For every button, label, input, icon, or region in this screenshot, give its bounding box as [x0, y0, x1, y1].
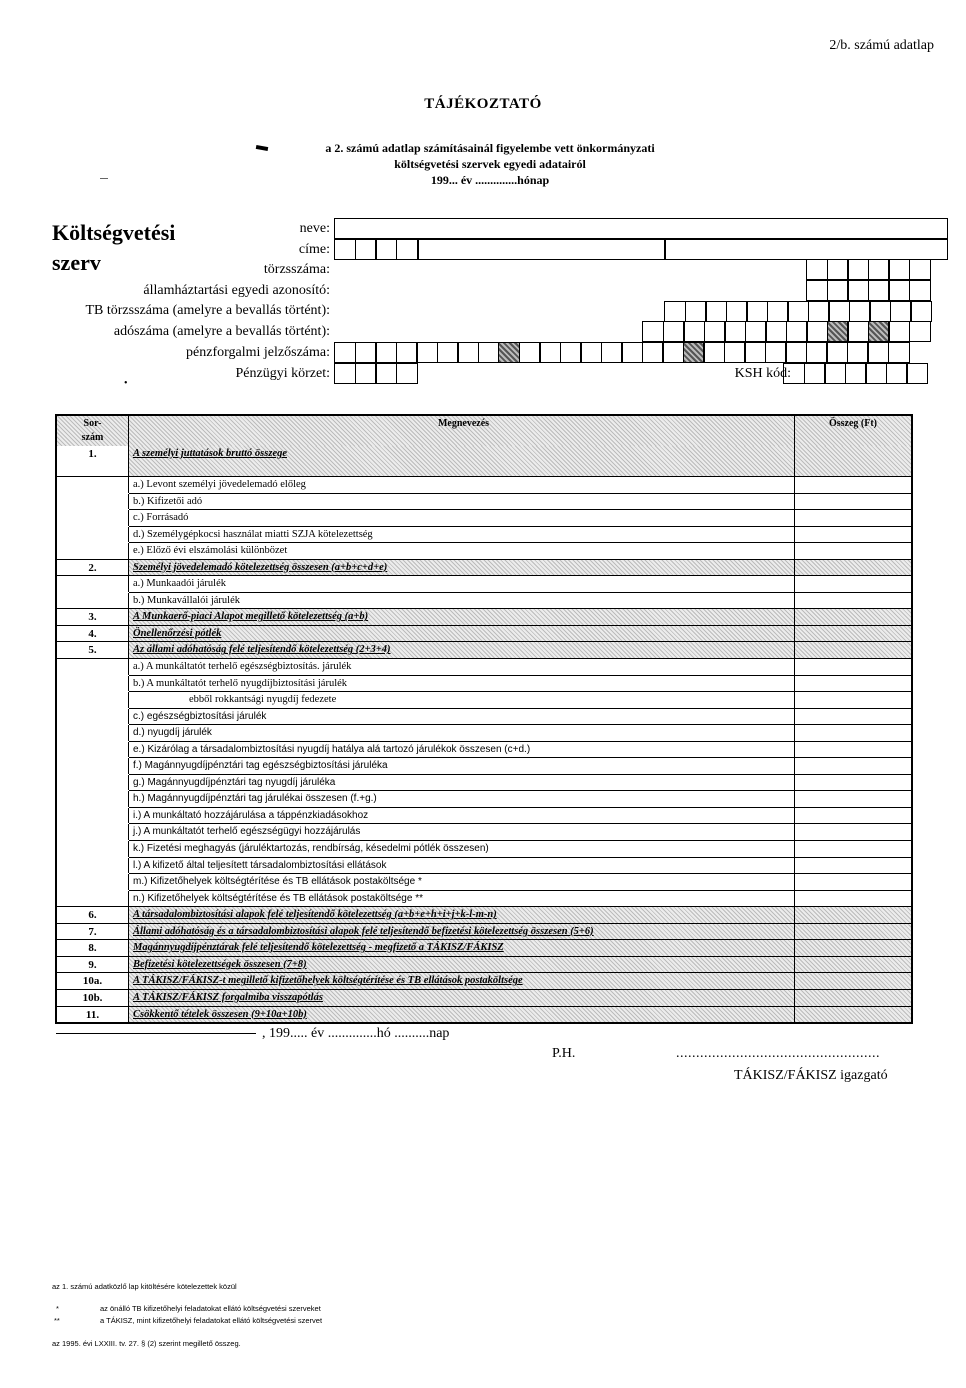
name-field[interactable]	[334, 218, 948, 239]
row-number	[57, 676, 129, 692]
row-number	[57, 477, 129, 493]
stamp-label: P.H.	[552, 1046, 576, 1061]
row-amount[interactable]	[795, 593, 911, 609]
row-amount[interactable]	[795, 510, 911, 526]
table-row	[57, 559, 911, 576]
dot-mark: •	[124, 378, 128, 389]
row-amount[interactable]	[795, 907, 911, 923]
tax-number-label: adószáma (amelyre a bevallás történt):	[113, 324, 330, 339]
table-row	[57, 989, 911, 1006]
tb-registry-label: TB törzsszáma (amelyre a bevallás történt):	[85, 303, 330, 318]
table-row	[57, 608, 911, 625]
place-blank[interactable]	[56, 1033, 256, 1034]
row-amount[interactable]	[795, 808, 911, 824]
row-number	[57, 824, 129, 840]
row-number: 6.	[57, 907, 129, 923]
row-amount[interactable]	[795, 477, 911, 493]
row-number	[57, 527, 129, 543]
table-row	[57, 774, 911, 791]
bank-account-label: pénzforgalmi jelzőszáma:	[186, 345, 330, 360]
row-label: a.) A munkáltatót terhelő egészségbiztosítás. járulék	[129, 659, 795, 675]
row-number: 8.	[57, 940, 129, 956]
subtitle-line-3: 199... év ..............hónap	[430, 173, 550, 187]
row-number	[57, 659, 129, 675]
row-label: b.) Kifizetői adó	[129, 494, 795, 510]
table-row	[57, 708, 911, 725]
page-subtitle	[270, 140, 710, 188]
footnote-1: az 1. számú adatközlő lap kitöltésére kötelezettek közül	[52, 1282, 237, 1291]
row-label: m.) Kifizetőhelyek költségtérítése és TB ellátások postaköltsége *	[129, 874, 795, 890]
row-number	[57, 494, 129, 510]
org-heading-line-1: Költségvetési	[52, 220, 176, 245]
row-amount[interactable]	[795, 725, 911, 741]
col-header-amount: Összeg (Ft)	[795, 416, 911, 446]
table-row	[57, 509, 911, 526]
date-text: , 199..... év ..............hó ..........nap	[262, 1026, 450, 1041]
row-amount[interactable]	[795, 692, 911, 708]
row-label: Befizetési kötelezettségek összesen (7+8)	[129, 957, 795, 973]
row-label: b.) A munkáltatót terhelő nyugdíjbiztosítási járulék	[129, 676, 795, 692]
row-label: A TÁKISZ/FÁKISZ-t megillető kifizetőhelyek költségtérítése és TB ellátások postaköltsége	[129, 973, 795, 989]
row-amount[interactable]	[795, 676, 911, 692]
row-label: Csökkentő tételek összesen (9+10a+10b)	[129, 1007, 795, 1023]
table-row	[57, 972, 911, 989]
row-label: Az állami adóhatóság felé teljesítendő kötelezettség (2+3+4)	[129, 642, 795, 658]
table-row	[57, 956, 911, 973]
row-number	[57, 891, 129, 907]
row-number	[57, 808, 129, 824]
table-row	[57, 724, 911, 741]
row-number	[57, 576, 129, 592]
bank-account-cells[interactable]	[334, 342, 910, 363]
row-amount[interactable]	[795, 560, 911, 576]
row-label: j.) A munkáltatót terhelő egészségügyi hozzájárulás	[129, 824, 795, 840]
row-amount[interactable]	[795, 626, 911, 642]
table-row	[57, 625, 911, 642]
registry-label: törzsszáma:	[263, 262, 330, 277]
row-number	[57, 791, 129, 807]
table-header	[57, 416, 911, 446]
row-number: 9.	[57, 957, 129, 973]
footnote-2-mark: *	[56, 1304, 59, 1313]
table-row	[57, 823, 911, 840]
row-label: a.) Levont személyi jövedelemadó előleg	[129, 477, 795, 493]
table-row	[57, 1006, 911, 1023]
bullet-mark	[256, 145, 269, 151]
org-heading	[52, 218, 175, 278]
row-amount[interactable]	[795, 841, 911, 857]
footnote-3: a TÁKISZ, mint kifizetőhelyi feladatokat ellátó költségvetési szervet	[100, 1316, 323, 1325]
row-label: f.) Magánnyugdíjpénztári tag egészségbiztosítási járuléka	[129, 758, 795, 774]
row-number	[57, 775, 129, 791]
col-header-name: Megnevezés	[129, 416, 795, 446]
row-label: A személyi juttatások bruttó összege	[129, 446, 795, 476]
row-label: c.) egészségbiztosítási járulék	[129, 709, 795, 725]
row-amount[interactable]	[795, 858, 911, 874]
subtitle-line-2: költségvetési szervek egyedi adatairól	[394, 157, 586, 171]
row-number: 2.	[57, 560, 129, 576]
row-amount[interactable]	[795, 494, 911, 510]
table-row	[57, 790, 911, 807]
registry-cells[interactable]	[806, 259, 931, 280]
row-number	[57, 742, 129, 758]
row-amount[interactable]	[795, 891, 911, 907]
row-amount[interactable]	[795, 874, 911, 890]
row-amount[interactable]	[795, 659, 911, 675]
col-header-number: Sor- szám	[57, 416, 129, 446]
row-label: e.) Előző évi elszámolási különbözet	[129, 543, 795, 559]
tax-number-cells[interactable]	[642, 321, 931, 342]
footnote-3-mark: **	[54, 1316, 60, 1325]
row-number: 7.	[57, 924, 129, 940]
table-row	[57, 890, 911, 907]
row-label: e.) Kizárólag a társadalombiztosítási nyugdíj hatálya alá tartozó járulékok összesen (c+d.)	[129, 742, 795, 758]
subtitle-line-1: a 2. számú adatlap számításainál figyelembe vett önkormányzati	[325, 141, 655, 155]
address-label: címe:	[298, 242, 330, 257]
row-number: 4.	[57, 626, 129, 642]
table-row	[57, 542, 911, 559]
district-label: Pénzügyi körzet:	[235, 366, 330, 381]
row-label: Önellenőrzési pótlék	[129, 626, 795, 642]
row-label: b.) Munkavállalói járulék	[129, 593, 795, 609]
row-number	[57, 874, 129, 890]
row-label: g.) Magánnyugdíjpénztári tag nyugdíj járuléka	[129, 775, 795, 791]
ksh-label: KSH kód:	[734, 366, 791, 381]
row-amount[interactable]	[795, 742, 911, 758]
row-number	[57, 758, 129, 774]
row-number	[57, 709, 129, 725]
aht-id-cells[interactable]	[806, 280, 931, 301]
table-row	[57, 807, 911, 824]
row-label: Magánnyugdíjpénztárak felé teljesítendő kötelezettség - megfizető a TÁKISZ/FÁKISZ	[129, 940, 795, 956]
row-amount[interactable]	[795, 824, 911, 840]
row-label: d.) nyugdíj járulék	[129, 725, 795, 741]
address-postcode-cells[interactable]	[334, 239, 418, 260]
row-amount[interactable]	[795, 1007, 911, 1023]
row-label: l.) A kifizető által teljesített társadalombiztosítási ellátások	[129, 858, 795, 874]
row-amount[interactable]	[795, 527, 911, 543]
table-row	[57, 939, 911, 956]
table-row	[57, 923, 911, 940]
row-number	[57, 841, 129, 857]
table-row	[57, 857, 911, 874]
row-amount[interactable]	[795, 446, 911, 476]
address-city-field[interactable]	[418, 239, 666, 260]
table-row	[57, 757, 911, 774]
row-amount[interactable]	[795, 775, 911, 791]
row-number	[57, 543, 129, 559]
footnote-4: az 1995. évi LXXIII. tv. 27. § (2) szerint megillető összeg.	[52, 1339, 241, 1348]
page-title: TÁJÉKOZTATÓ	[424, 96, 542, 112]
row-amount[interactable]	[795, 543, 911, 559]
row-label: Személyi jövedelemadó kötelezettség összesen (a+b+c+d+e)	[129, 560, 795, 576]
row-number	[57, 593, 129, 609]
row-number: 3.	[57, 609, 129, 625]
row-number: 10a.	[57, 973, 129, 989]
table-row	[57, 691, 911, 708]
row-amount[interactable]	[795, 609, 911, 625]
table-row	[57, 658, 911, 675]
footnote-2: az önálló TB kifizetőhelyi feladatokat ellátó költségvetési szerveket	[100, 1304, 321, 1313]
table-row	[57, 592, 911, 609]
row-number	[57, 692, 129, 708]
table-row	[57, 840, 911, 857]
row-amount[interactable]	[795, 973, 911, 989]
district-cells[interactable]	[334, 363, 418, 384]
row-amount[interactable]	[795, 940, 911, 956]
date-line	[56, 1026, 449, 1042]
row-number	[57, 510, 129, 526]
table-body	[57, 446, 911, 1022]
row-label: a.) Munkaadói járulék	[129, 576, 795, 592]
dash-mark	[100, 178, 108, 179]
row-amount[interactable]	[795, 642, 911, 658]
row-label: k.) Fizetési meghagyás (járuléktartozás, rendbírság, késedelmi pótlék összesen)	[129, 841, 795, 857]
table-row	[57, 526, 911, 543]
row-number: 5.	[57, 642, 129, 658]
address-street-field[interactable]	[664, 239, 948, 260]
table-row	[57, 641, 911, 658]
table-row	[57, 446, 911, 476]
row-label: A TÁKISZ/FÁKISZ forgalmiba visszapótlás	[129, 990, 795, 1006]
ksh-cells[interactable]	[783, 363, 928, 384]
row-label: Állami adóhatóság és a társadalombiztosítási alapok felé teljesítendő befizetési kötelezettség összesen (5+6)	[129, 924, 795, 940]
tb-registry-cells[interactable]	[664, 301, 932, 322]
table-row	[57, 675, 911, 692]
row-label: n.) Kifizetőhelyek költségtérítése és TB ellátások postaköltsége **	[129, 891, 795, 907]
table-row	[57, 575, 911, 592]
table-row	[57, 476, 911, 493]
table-row	[57, 493, 911, 510]
signature-title: TÁKISZ/FÁKISZ igazgató	[734, 1068, 888, 1083]
row-label: d.) Személygépkocsi használat miatti SZJA kötelezettség	[129, 527, 795, 543]
aht-id-label: államháztartási egyedi azonosító:	[143, 283, 330, 298]
row-amount[interactable]	[795, 709, 911, 725]
signature-line[interactable]: ...................................................	[676, 1046, 880, 1061]
row-amount[interactable]	[795, 990, 911, 1006]
row-amount[interactable]	[795, 957, 911, 973]
row-label: h.) Magánnyugdíjpénztári tag járulékai összesen (f.+g.)	[129, 791, 795, 807]
row-number: 1.	[57, 446, 129, 476]
row-number	[57, 725, 129, 741]
row-label: A Munkaerő-piaci Alapot megillető kötelezettség (a+b)	[129, 609, 795, 625]
row-label: A társadalombiztosítási alapok felé teljesítendő kötelezettség (a+b+e+h+i+j+k-l-m-n)	[129, 907, 795, 923]
table-row	[57, 873, 911, 890]
main-table	[55, 414, 913, 1024]
org-heading-line-2: szerv	[52, 250, 101, 275]
row-amount[interactable]	[795, 758, 911, 774]
row-label: c.) Forrásadó	[129, 510, 795, 526]
name-label: neve:	[299, 221, 330, 236]
row-number	[57, 858, 129, 874]
table-row	[57, 741, 911, 758]
form-number: 2/b. számú adatlap	[829, 38, 934, 53]
row-label: ebből rokkantsági nyugdíj fedezete	[129, 692, 795, 708]
row-amount[interactable]	[795, 791, 911, 807]
table-row	[57, 906, 911, 923]
row-amount[interactable]	[795, 924, 911, 940]
row-number: 10b.	[57, 990, 129, 1006]
row-number: 11.	[57, 1007, 129, 1023]
row-label: i.) A munkáltató hozzájárulása a táppénzkiadásokhoz	[129, 808, 795, 824]
row-amount[interactable]	[795, 576, 911, 592]
